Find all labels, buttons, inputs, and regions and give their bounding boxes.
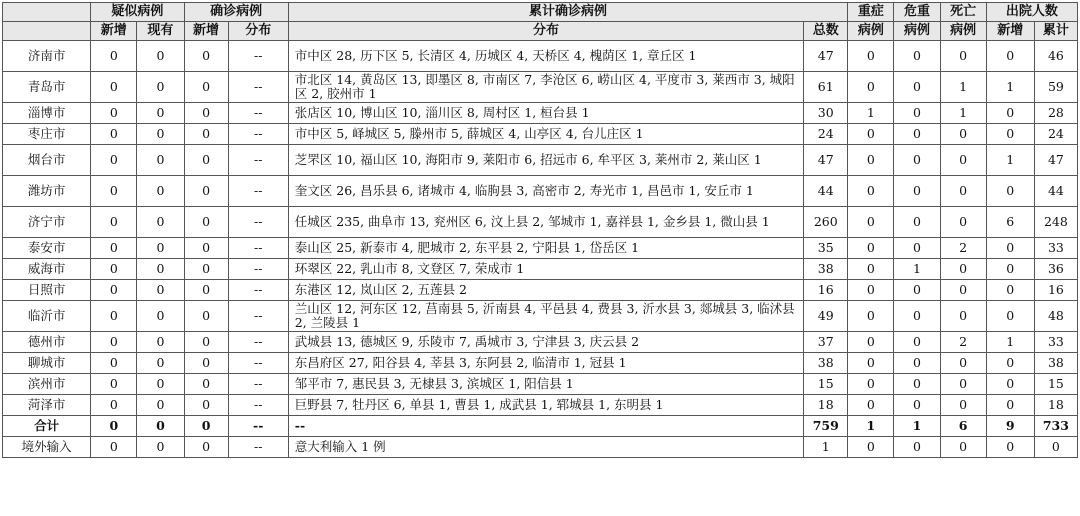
confirmed-dist-cell: -- [228,353,288,374]
subheader-discharged-new: 新增 [986,22,1034,41]
death-cases-cell: 0 [940,353,986,374]
table-row [3,176,1078,207]
discharged-new-cell: 0 [986,437,1034,458]
death-cases-cell: 0 [940,301,986,332]
district-distribution-cell: 环翠区 22, 乳山市 8, 文登区 7, 荣成市 1 [288,259,803,280]
city-cell: 聊城市 [3,353,91,374]
cumulative-total-cell: 24 [804,124,848,145]
discharged-new-cell: 1 [986,145,1034,176]
table-row [3,374,1078,395]
discharged-new-cell: 0 [986,124,1034,145]
suspected-new-cell: 0 [91,259,137,280]
header-confirmed: 确诊病例 [184,3,288,22]
header-discharged: 出院人数 [986,3,1077,22]
district-distribution-cell: 兰山区 12, 河东区 12, 莒南县 5, 沂南县 4, 平邑县 4, 费县 3, 沂水县 3, 郯城县 3, 临沭县 2, 兰陵县 1 [288,301,803,332]
suspected-current-cell: 0 [137,145,184,176]
critical-cases-cell: 0 [894,103,940,124]
covid-statistics-table [2,2,1078,458]
suspected-new-cell: 0 [91,301,137,332]
cumulative-total-cell: 759 [804,416,848,437]
suspected-new-cell: 0 [91,124,137,145]
city-cell: 菏泽市 [3,395,91,416]
confirmed-new-cell: 0 [184,332,228,353]
critical-cases-cell: 0 [894,124,940,145]
death-cases-cell: 0 [940,259,986,280]
critical-cases-cell: 0 [894,207,940,238]
confirmed-dist-cell: -- [228,280,288,301]
suspected-new-cell: 0 [91,176,137,207]
severe-cases-cell: 0 [848,207,894,238]
discharged-new-cell: 0 [986,238,1034,259]
cumulative-total-cell: 47 [804,145,848,176]
confirmed-new-cell: 0 [184,41,228,72]
death-cases-cell: 0 [940,145,986,176]
confirmed-new-cell: 0 [184,280,228,301]
critical-cases-cell: 0 [894,238,940,259]
header-suspected: 疑似病例 [91,3,184,22]
city-cell: 合计 [3,416,91,437]
district-distribution-cell: 东昌府区 27, 阳谷县 4, 莘县 3, 东阿县 2, 临清市 1, 冠县 1 [288,353,803,374]
suspected-current-cell: 0 [137,41,184,72]
suspected-new-cell: 0 [91,103,137,124]
cumulative-total-cell: 37 [804,332,848,353]
discharged-new-cell: 1 [986,72,1034,103]
confirmed-dist-cell: -- [228,301,288,332]
suspected-current-cell: 0 [137,72,184,103]
subheader-city-blank [3,22,91,41]
discharged-cum-cell: 15 [1034,374,1077,395]
district-distribution-cell: 巨野县 7, 牡丹区 6, 单县 1, 曹县 1, 成武县 1, 郓城县 1, 东明县 1 [288,395,803,416]
city-cell: 枣庄市 [3,124,91,145]
severe-cases-cell: 0 [848,124,894,145]
city-cell: 济宁市 [3,207,91,238]
confirmed-new-cell: 0 [184,301,228,332]
severe-cases-cell: 1 [848,416,894,437]
discharged-new-cell: 1 [986,332,1034,353]
table-row [3,301,1078,332]
discharged-cum-cell: 0 [1034,437,1077,458]
discharged-new-cell: 0 [986,41,1034,72]
discharged-new-cell: 0 [986,176,1034,207]
confirmed-new-cell: 0 [184,103,228,124]
subheader-suspected-new: 新增 [91,22,137,41]
district-distribution-cell: 市中区 28, 历下区 5, 长清区 4, 历城区 4, 天桥区 4, 槐荫区 1, 章丘区 1 [288,41,803,72]
table-row [3,103,1078,124]
discharged-new-cell: 0 [986,280,1034,301]
confirmed-dist-cell: -- [228,259,288,280]
severe-cases-cell: 0 [848,332,894,353]
suspected-current-cell: 0 [137,437,184,458]
header-cumulative: 累计确诊病例 [288,3,848,22]
suspected-current-cell: 0 [137,124,184,145]
severe-cases-cell: 1 [848,103,894,124]
cumulative-total-cell: 61 [804,72,848,103]
discharged-new-cell: 6 [986,207,1034,238]
confirmed-new-cell: 0 [184,416,228,437]
death-cases-cell: 0 [940,176,986,207]
confirmed-dist-cell: -- [228,416,288,437]
death-cases-cell: 0 [940,207,986,238]
discharged-cum-cell: 48 [1034,301,1077,332]
death-cases-cell: 0 [940,437,986,458]
cumulative-total-cell: 35 [804,238,848,259]
confirmed-dist-cell: -- [228,437,288,458]
discharged-new-cell: 0 [986,259,1034,280]
discharged-cum-cell: 18 [1034,395,1077,416]
discharged-cum-cell: 59 [1034,72,1077,103]
cumulative-total-cell: 38 [804,353,848,374]
confirmed-dist-cell: -- [228,207,288,238]
district-distribution-cell: 邹平市 7, 惠民县 3, 无棣县 3, 滨城区 1, 阳信县 1 [288,374,803,395]
death-cases-cell: 0 [940,374,986,395]
import-row [3,437,1078,458]
critical-cases-cell: 0 [894,374,940,395]
district-distribution-cell: 市北区 14, 黄岛区 13, 即墨区 8, 市南区 7, 李沧区 6, 崂山区 4, 平度市 3, 莱西市 3, 城阳区 2, 胶州市 1 [288,72,803,103]
confirmed-dist-cell: -- [228,374,288,395]
cumulative-total-cell: 16 [804,280,848,301]
header-severe: 重症 [848,3,894,22]
critical-cases-cell: 0 [894,145,940,176]
district-distribution-cell: 东港区 12, 岚山区 2, 五莲县 2 [288,280,803,301]
confirmed-new-cell: 0 [184,238,228,259]
cumulative-total-cell: 38 [804,259,848,280]
district-distribution-cell: -- [288,416,803,437]
city-cell: 德州市 [3,332,91,353]
death-cases-cell: 6 [940,416,986,437]
discharged-cum-cell: 47 [1034,145,1077,176]
discharged-cum-cell: 16 [1034,280,1077,301]
city-cell: 烟台市 [3,145,91,176]
confirmed-new-cell: 0 [184,437,228,458]
death-cases-cell: 0 [940,124,986,145]
subheader-death-cases: 病例 [940,22,986,41]
table-row [3,353,1078,374]
discharged-new-cell: 0 [986,301,1034,332]
suspected-new-cell: 0 [91,72,137,103]
city-cell: 济南市 [3,41,91,72]
total-row [3,416,1078,437]
critical-cases-cell: 0 [894,72,940,103]
discharged-cum-cell: 248 [1034,207,1077,238]
suspected-current-cell: 0 [137,103,184,124]
confirmed-dist-cell: -- [228,41,288,72]
suspected-new-cell: 0 [91,41,137,72]
subheader-confirmed-new: 新增 [184,22,228,41]
discharged-cum-cell: 38 [1034,353,1077,374]
confirmed-dist-cell: -- [228,238,288,259]
critical-cases-cell: 0 [894,437,940,458]
city-cell: 日照市 [3,280,91,301]
death-cases-cell: 1 [940,72,986,103]
discharged-cum-cell: 36 [1034,259,1077,280]
discharged-new-cell: 0 [986,103,1034,124]
city-cell: 潍坊市 [3,176,91,207]
subheader-severe-cases: 病例 [848,22,894,41]
confirmed-dist-cell: -- [228,72,288,103]
critical-cases-cell: 0 [894,280,940,301]
suspected-current-cell: 0 [137,353,184,374]
suspected-new-cell: 0 [91,145,137,176]
critical-cases-cell: 0 [894,301,940,332]
severe-cases-cell: 0 [848,238,894,259]
subheader-critical-cases: 病例 [894,22,940,41]
death-cases-cell: 2 [940,332,986,353]
suspected-current-cell: 0 [137,280,184,301]
city-cell: 泰安市 [3,238,91,259]
critical-cases-cell: 0 [894,353,940,374]
cumulative-total-cell: 1 [804,437,848,458]
suspected-new-cell: 0 [91,395,137,416]
suspected-new-cell: 0 [91,238,137,259]
confirmed-dist-cell: -- [228,332,288,353]
table-row [3,72,1078,103]
subheader-discharged-cum: 累计 [1034,22,1077,41]
confirmed-new-cell: 0 [184,72,228,103]
discharged-cum-cell: 44 [1034,176,1077,207]
severe-cases-cell: 0 [848,353,894,374]
confirmed-new-cell: 0 [184,374,228,395]
suspected-current-cell: 0 [137,259,184,280]
suspected-current-cell: 0 [137,176,184,207]
suspected-new-cell: 0 [91,437,137,458]
cumulative-total-cell: 47 [804,41,848,72]
suspected-new-cell: 0 [91,416,137,437]
table-row [3,145,1078,176]
suspected-current-cell: 0 [137,207,184,238]
table-row [3,238,1078,259]
death-cases-cell: 0 [940,395,986,416]
critical-cases-cell: 1 [894,416,940,437]
district-distribution-cell: 意大利输入 1 例 [288,437,803,458]
table-row [3,395,1078,416]
city-cell: 威海市 [3,259,91,280]
suspected-current-cell: 0 [137,374,184,395]
subheader-cumulative-dist: 分布 [288,22,803,41]
confirmed-new-cell: 0 [184,259,228,280]
severe-cases-cell: 0 [848,176,894,207]
district-distribution-cell: 武城县 13, 德城区 9, 乐陵市 7, 禹城市 3, 宁津县 3, 庆云县 2 [288,332,803,353]
suspected-new-cell: 0 [91,280,137,301]
confirmed-new-cell: 0 [184,124,228,145]
discharged-new-cell: 0 [986,353,1034,374]
header-death: 死亡 [940,3,986,22]
confirmed-dist-cell: -- [228,145,288,176]
table-row [3,280,1078,301]
confirmed-new-cell: 0 [184,176,228,207]
confirmed-dist-cell: -- [228,176,288,207]
district-distribution-cell: 奎文区 26, 昌乐县 6, 诸城市 4, 临朐县 3, 高密市 2, 寿光市 1, 昌邑市 1, 安丘市 1 [288,176,803,207]
discharged-new-cell: 9 [986,416,1034,437]
severe-cases-cell: 0 [848,301,894,332]
table-row [3,207,1078,238]
cumulative-total-cell: 49 [804,301,848,332]
table-row [3,332,1078,353]
discharged-new-cell: 0 [986,395,1034,416]
critical-cases-cell: 0 [894,332,940,353]
city-cell: 青岛市 [3,72,91,103]
city-cell: 淄博市 [3,103,91,124]
confirmed-new-cell: 0 [184,395,228,416]
suspected-current-cell: 0 [137,301,184,332]
cumulative-total-cell: 44 [804,176,848,207]
critical-cases-cell: 1 [894,259,940,280]
critical-cases-cell: 0 [894,176,940,207]
header-critical: 危重 [894,3,940,22]
death-cases-cell: 2 [940,238,986,259]
suspected-new-cell: 0 [91,332,137,353]
confirmed-dist-cell: -- [228,395,288,416]
city-cell: 临沂市 [3,301,91,332]
discharged-cum-cell: 33 [1034,238,1077,259]
suspected-new-cell: 0 [91,207,137,238]
suspected-current-cell: 0 [137,395,184,416]
header-city-blank [3,3,91,22]
confirmed-dist-cell: -- [228,103,288,124]
severe-cases-cell: 0 [848,41,894,72]
severe-cases-cell: 0 [848,395,894,416]
subheader-confirmed-dist: 分布 [228,22,288,41]
cumulative-total-cell: 260 [804,207,848,238]
severe-cases-cell: 0 [848,374,894,395]
district-distribution-cell: 泰山区 25, 新泰市 4, 肥城市 2, 东平县 2, 宁阳县 1, 岱岳区 1 [288,238,803,259]
suspected-new-cell: 0 [91,374,137,395]
cumulative-total-cell: 30 [804,103,848,124]
cumulative-total-cell: 18 [804,395,848,416]
subheader-suspected-current: 现有 [137,22,184,41]
table-row [3,124,1078,145]
discharged-cum-cell: 46 [1034,41,1077,72]
death-cases-cell: 0 [940,280,986,301]
district-distribution-cell: 市中区 5, 峄城区 5, 滕州市 5, 薛城区 4, 山亭区 4, 台儿庄区 1 [288,124,803,145]
discharged-cum-cell: 33 [1034,332,1077,353]
suspected-current-cell: 0 [137,238,184,259]
suspected-current-cell: 0 [137,416,184,437]
confirmed-dist-cell: -- [228,124,288,145]
table-row [3,41,1078,72]
discharged-cum-cell: 24 [1034,124,1077,145]
table-body [3,41,1078,458]
discharged-cum-cell: 733 [1034,416,1077,437]
discharged-new-cell: 0 [986,374,1034,395]
district-distribution-cell: 任城区 235, 曲阜市 13, 兖州区 6, 汶上县 2, 邹城市 1, 嘉祥县 1, 金乡县 1, 微山县 1 [288,207,803,238]
severe-cases-cell: 0 [848,280,894,301]
table-row [3,259,1078,280]
district-distribution-cell: 张店区 10, 博山区 10, 淄川区 8, 周村区 1, 桓台县 1 [288,103,803,124]
confirmed-new-cell: 0 [184,145,228,176]
severe-cases-cell: 0 [848,145,894,176]
severe-cases-cell: 0 [848,72,894,103]
confirmed-new-cell: 0 [184,207,228,238]
city-cell: 境外输入 [3,437,91,458]
critical-cases-cell: 0 [894,41,940,72]
death-cases-cell: 0 [940,41,986,72]
suspected-current-cell: 0 [137,332,184,353]
subheader-cumulative-total: 总数 [804,22,848,41]
city-cell: 滨州市 [3,374,91,395]
death-cases-cell: 1 [940,103,986,124]
district-distribution-cell: 芝罘区 10, 福山区 10, 海阳市 9, 莱阳市 6, 招远市 6, 牟平区 3, 莱州市 2, 莱山区 1 [288,145,803,176]
critical-cases-cell: 0 [894,395,940,416]
suspected-new-cell: 0 [91,353,137,374]
severe-cases-cell: 0 [848,437,894,458]
discharged-cum-cell: 28 [1034,103,1077,124]
cumulative-total-cell: 15 [804,374,848,395]
severe-cases-cell: 0 [848,259,894,280]
confirmed-new-cell: 0 [184,353,228,374]
